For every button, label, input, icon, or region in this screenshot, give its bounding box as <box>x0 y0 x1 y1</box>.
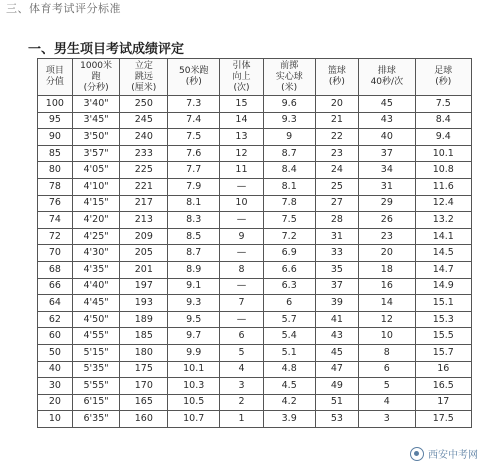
table-cell: 4.8 <box>263 361 315 378</box>
table-cell: 37 <box>359 145 415 162</box>
table-cell: 15.5 <box>415 328 471 345</box>
table-cell: 9.1 <box>168 278 220 295</box>
table-cell: 29 <box>359 195 415 212</box>
column-header: 立定 跳远 (厘米) <box>120 59 168 96</box>
table-cell: 10 <box>359 328 415 345</box>
table-cell: 4'30" <box>72 245 120 262</box>
table-cell: 8 <box>220 261 263 278</box>
table-cell: 17.5 <box>415 411 471 428</box>
table-cell: 50 <box>38 344 73 361</box>
column-header: 引体 向上 (次) <box>220 59 263 96</box>
table-cell: 14.5 <box>415 245 471 262</box>
table-cell: 14 <box>220 112 263 129</box>
table-cell: 2 <box>220 394 263 411</box>
table-cell: 18 <box>359 261 415 278</box>
table-cell: 8.4 <box>263 162 315 179</box>
table-cell: 43 <box>359 112 415 129</box>
table-cell: — <box>220 245 263 262</box>
table-cell: 6'35" <box>72 411 120 428</box>
table-cell: 12 <box>220 145 263 162</box>
table-cell: 14.1 <box>415 228 471 245</box>
table-cell: 66 <box>38 278 73 295</box>
table-cell: 221 <box>120 178 168 195</box>
table-cell: 8.4 <box>415 112 471 129</box>
table-cell: 213 <box>120 212 168 229</box>
table-cell: 4'25" <box>72 228 120 245</box>
table-cell: 13.2 <box>415 212 471 229</box>
table-cell: 16 <box>359 278 415 295</box>
wechat-logo-icon <box>410 447 424 461</box>
table-cell: 5 <box>220 344 263 361</box>
table-row <box>38 212 472 229</box>
column-header: 50米跑 (秒) <box>168 59 220 96</box>
table-cell: 3'40" <box>72 96 120 113</box>
table-cell: 43 <box>315 328 358 345</box>
table-cell: 11.6 <box>415 178 471 195</box>
table-row <box>38 378 472 395</box>
table-cell: 68 <box>38 261 73 278</box>
table-row <box>38 261 472 278</box>
table-cell: 72 <box>38 228 73 245</box>
watermark <box>410 446 478 461</box>
table-cell: 9.4 <box>415 129 471 146</box>
table-cell: 12.4 <box>415 195 471 212</box>
table-cell: 25 <box>315 178 358 195</box>
table-cell: 240 <box>120 129 168 146</box>
table-cell: 7.5 <box>168 129 220 146</box>
table-cell: — <box>220 212 263 229</box>
table-cell: 189 <box>120 311 168 328</box>
table-cell: 8 <box>359 344 415 361</box>
table-row <box>38 361 472 378</box>
table-cell: 16 <box>415 361 471 378</box>
table-cell: 62 <box>38 311 73 328</box>
table-cell: 78 <box>38 178 73 195</box>
table-cell: 95 <box>38 112 73 129</box>
table-cell: 14.9 <box>415 278 471 295</box>
table-cell: 6 <box>220 328 263 345</box>
table-cell: 6.6 <box>263 261 315 278</box>
table-cell: 209 <box>120 228 168 245</box>
table-cell: 45 <box>315 344 358 361</box>
table-cell: 17 <box>415 394 471 411</box>
table-cell: 4.2 <box>263 394 315 411</box>
table-cell: 4.5 <box>263 378 315 395</box>
table-cell: 185 <box>120 328 168 345</box>
table-cell: 34 <box>359 162 415 179</box>
table-cell: 5 <box>359 378 415 395</box>
table-cell: 4'20" <box>72 212 120 229</box>
table-cell: 9.7 <box>168 328 220 345</box>
table-cell: 40 <box>359 129 415 146</box>
table-cell: 35 <box>315 261 358 278</box>
table-cell: 80 <box>38 162 73 179</box>
table-row <box>38 112 472 129</box>
table-cell: 20 <box>315 96 358 113</box>
column-header: 1000米 跑 (分秒) <box>72 59 120 96</box>
table-header-row <box>38 59 472 96</box>
table-cell: 5'55" <box>72 378 120 395</box>
table-cell: 7.4 <box>168 112 220 129</box>
table-cell: 5'35" <box>72 361 120 378</box>
table-cell: 197 <box>120 278 168 295</box>
table-cell: 23 <box>315 145 358 162</box>
table-cell: 3'57" <box>72 145 120 162</box>
table-cell: 30 <box>38 378 73 395</box>
table-cell: 45 <box>359 96 415 113</box>
table-row <box>38 145 472 162</box>
table-cell: 233 <box>120 145 168 162</box>
table-cell: 1 <box>220 411 263 428</box>
table-cell: 7.7 <box>168 162 220 179</box>
table-cell: 8.1 <box>263 178 315 195</box>
table-row <box>38 245 472 262</box>
table-cell: — <box>220 278 263 295</box>
table-cell: 6 <box>263 295 315 312</box>
table-cell: 10 <box>38 411 73 428</box>
table-cell: 201 <box>120 261 168 278</box>
table-row <box>38 295 472 312</box>
table-cell: 60 <box>38 328 73 345</box>
table-cell: 8.5 <box>168 228 220 245</box>
table-cell: 41 <box>315 311 358 328</box>
table-cell: 4'05" <box>72 162 120 179</box>
table-cell: 160 <box>120 411 168 428</box>
table-row <box>38 195 472 212</box>
table-cell: 180 <box>120 344 168 361</box>
table-cell: 64 <box>38 295 73 312</box>
table-cell: 74 <box>38 212 73 229</box>
table-cell: 15.3 <box>415 311 471 328</box>
table-cell: 9.3 <box>168 295 220 312</box>
column-header: 项目 分值 <box>38 59 73 96</box>
table-cell: 10.1 <box>168 361 220 378</box>
table-cell: 4'35" <box>72 261 120 278</box>
table-cell: 9.6 <box>263 96 315 113</box>
table-cell: 4'50" <box>72 311 120 328</box>
table-cell: 9.5 <box>168 311 220 328</box>
column-header: 排球 40秒/次 <box>359 59 415 96</box>
table-cell: 5.7 <box>263 311 315 328</box>
table-cell: 6.9 <box>263 245 315 262</box>
table-row <box>38 394 472 411</box>
table-cell: 76 <box>38 195 73 212</box>
table-cell: 165 <box>120 394 168 411</box>
table-cell: 51 <box>315 394 358 411</box>
table-cell: 4 <box>220 361 263 378</box>
table-row <box>38 96 472 113</box>
table-cell: 8.3 <box>168 212 220 229</box>
table-cell: 20 <box>38 394 73 411</box>
table-cell: 7.8 <box>263 195 315 212</box>
table-cell: 85 <box>38 145 73 162</box>
table-body <box>38 96 472 428</box>
table-cell: 205 <box>120 245 168 262</box>
table-cell: 21 <box>315 112 358 129</box>
table-row <box>38 278 472 295</box>
table-cell: 11 <box>220 162 263 179</box>
score-table-container <box>37 58 472 428</box>
table-cell: 193 <box>120 295 168 312</box>
table-cell: 15 <box>220 96 263 113</box>
table-cell: 53 <box>315 411 358 428</box>
table-cell: 3.9 <box>263 411 315 428</box>
table-cell: 15.1 <box>415 295 471 312</box>
table-row <box>38 228 472 245</box>
table-cell: 7.5 <box>263 212 315 229</box>
table-cell: 31 <box>359 178 415 195</box>
table-cell: 27 <box>315 195 358 212</box>
table-row <box>38 162 472 179</box>
score-table <box>37 58 472 428</box>
table-cell: 13 <box>220 129 263 146</box>
table-cell: 245 <box>120 112 168 129</box>
table-cell: 3'45" <box>72 112 120 129</box>
table-cell: 7.2 <box>263 228 315 245</box>
table-cell: 3 <box>220 378 263 395</box>
table-cell: 7.3 <box>168 96 220 113</box>
table-cell: 10.5 <box>168 394 220 411</box>
table-cell: 4 <box>359 394 415 411</box>
table-cell: 3 <box>359 411 415 428</box>
table-cell: 26 <box>359 212 415 229</box>
table-cell: 90 <box>38 129 73 146</box>
table-cell: 170 <box>120 378 168 395</box>
table-cell: 49 <box>315 378 358 395</box>
table-cell: 31 <box>315 228 358 245</box>
table-cell: 4'45" <box>72 295 120 312</box>
table-cell: 4'55" <box>72 328 120 345</box>
table-cell: 9.9 <box>168 344 220 361</box>
column-header: 足球 (秒) <box>415 59 471 96</box>
table-cell: 9 <box>263 129 315 146</box>
table-row <box>38 129 472 146</box>
table-cell: — <box>220 311 263 328</box>
table-cell: 4'40" <box>72 278 120 295</box>
watermark-text: 西安中考网 <box>428 450 478 461</box>
column-header: 篮球 (秒) <box>315 59 358 96</box>
table-cell: 28 <box>315 212 358 229</box>
table-cell: 10.8 <box>415 162 471 179</box>
table-cell: 14 <box>359 295 415 312</box>
table-cell: — <box>220 178 263 195</box>
table-cell: 9.3 <box>263 112 315 129</box>
table-cell: 7.9 <box>168 178 220 195</box>
table-row <box>38 411 472 428</box>
table-cell: 7.5 <box>415 96 471 113</box>
table-cell: 6.3 <box>263 278 315 295</box>
table-cell: 10.1 <box>415 145 471 162</box>
table-cell: 6 <box>359 361 415 378</box>
table-cell: 250 <box>120 96 168 113</box>
table-cell: 12 <box>359 311 415 328</box>
table-cell: 100 <box>38 96 73 113</box>
table-cell: 10.7 <box>168 411 220 428</box>
table-cell: 5.4 <box>263 328 315 345</box>
table-cell: 37 <box>315 278 358 295</box>
section-title: 三、体育考试评分标准 <box>6 2 121 15</box>
table-cell: 175 <box>120 361 168 378</box>
table-row <box>38 311 472 328</box>
table-row <box>38 178 472 195</box>
table-cell: 5'15" <box>72 344 120 361</box>
table-cell: 8.9 <box>168 261 220 278</box>
table-cell: 16.5 <box>415 378 471 395</box>
table-cell: 23 <box>359 228 415 245</box>
table-cell: 40 <box>38 361 73 378</box>
table-cell: 3'50" <box>72 129 120 146</box>
table-cell: 15.7 <box>415 344 471 361</box>
table-cell: 20 <box>359 245 415 262</box>
table-cell: 22 <box>315 129 358 146</box>
table-cell: 8.1 <box>168 195 220 212</box>
table-cell: 47 <box>315 361 358 378</box>
table-cell: 33 <box>315 245 358 262</box>
table-title: 一、男生项目考试成绩评定 <box>28 42 185 57</box>
table-cell: 225 <box>120 162 168 179</box>
table-cell: 9 <box>220 228 263 245</box>
table-cell: 14.7 <box>415 261 471 278</box>
table-cell: 10 <box>220 195 263 212</box>
table-cell: 4'15" <box>72 195 120 212</box>
table-cell: 6'15" <box>72 394 120 411</box>
column-header: 前掷 实心球 (米) <box>263 59 315 96</box>
table-cell: 7 <box>220 295 263 312</box>
table-cell: 217 <box>120 195 168 212</box>
table-cell: 5.1 <box>263 344 315 361</box>
table-cell: 39 <box>315 295 358 312</box>
table-cell: 70 <box>38 245 73 262</box>
table-cell: 10.3 <box>168 378 220 395</box>
table-cell: 24 <box>315 162 358 179</box>
table-cell: 4'10" <box>72 178 120 195</box>
table-row <box>38 344 472 361</box>
table-cell: 8.7 <box>263 145 315 162</box>
table-cell: 8.7 <box>168 245 220 262</box>
table-cell: 7.6 <box>168 145 220 162</box>
table-row <box>38 328 472 345</box>
